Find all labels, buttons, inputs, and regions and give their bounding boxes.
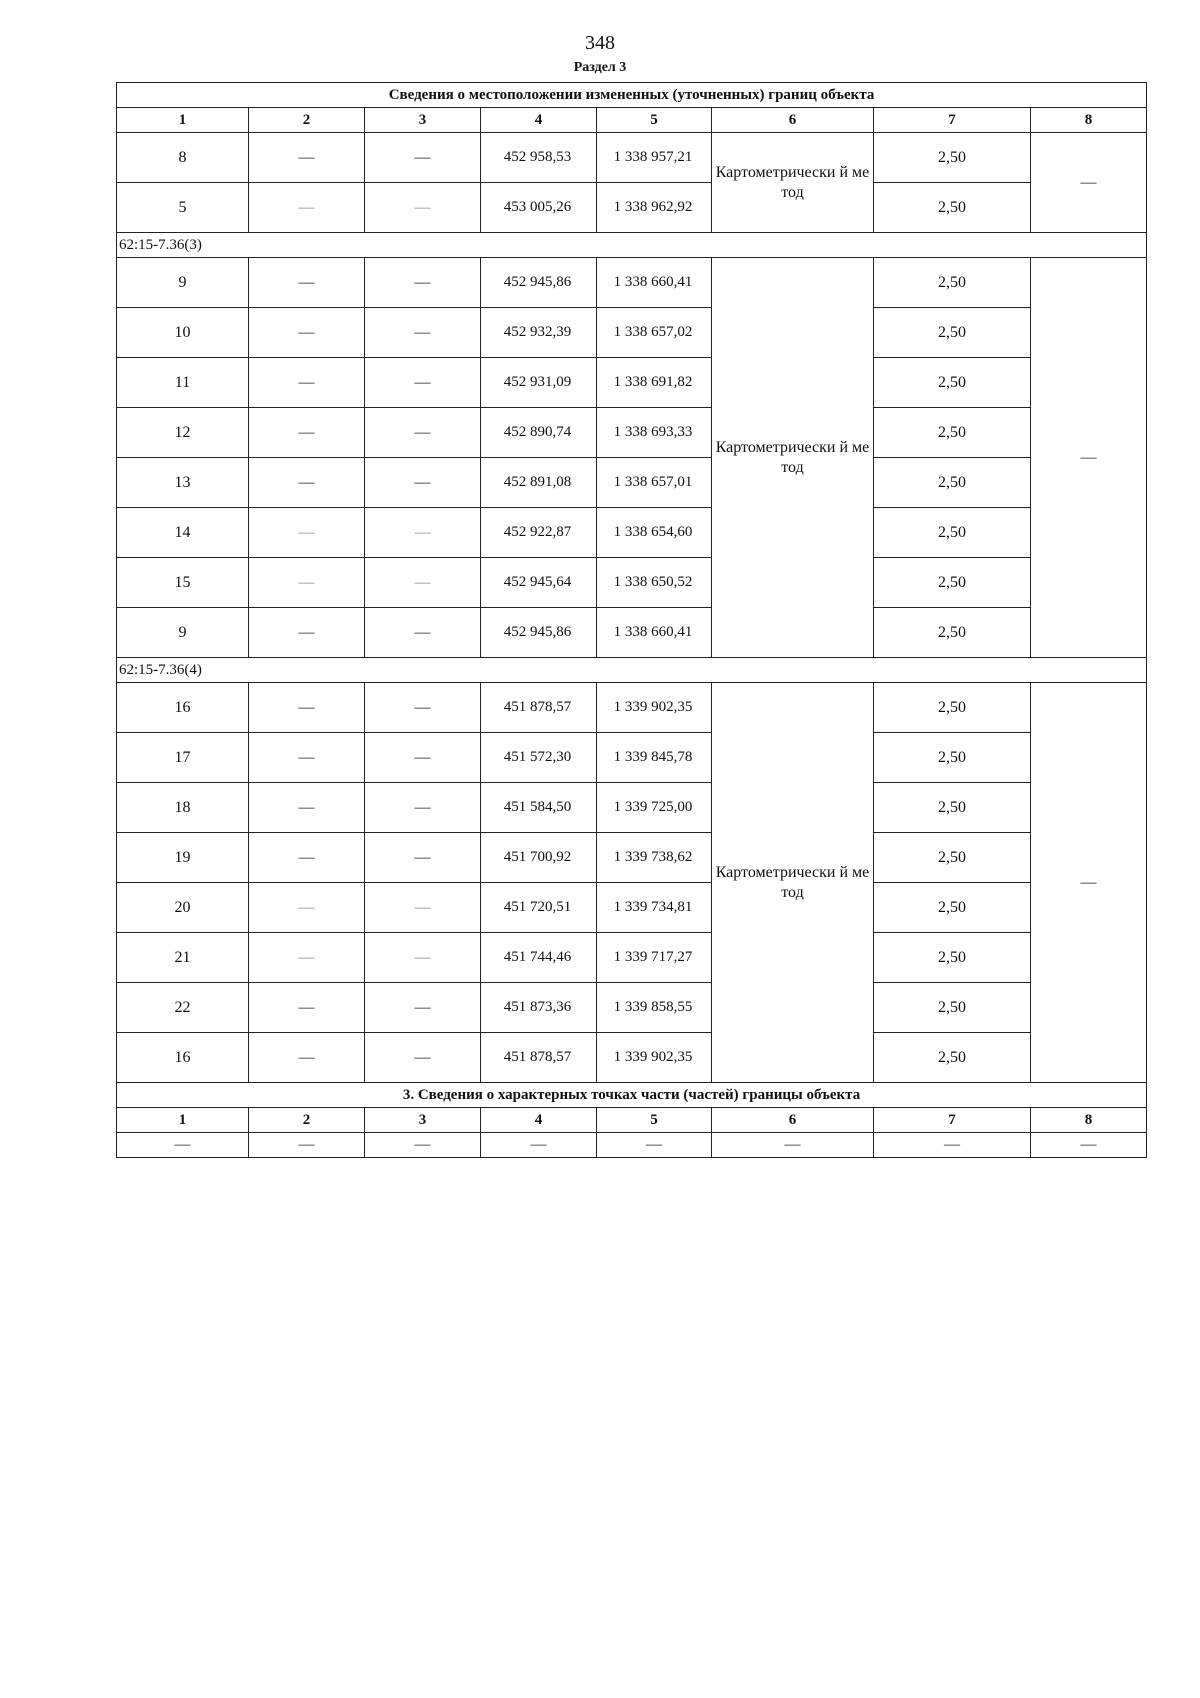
x-coordinate: 451 878,57 [481, 1033, 597, 1083]
point-number: 16 [117, 1033, 249, 1083]
boundary-table [116, 82, 1147, 1158]
y-coordinate: 1 339 717,27 [597, 933, 712, 983]
col3-value: — [365, 133, 481, 183]
column-header-5: 5 [597, 108, 712, 133]
x-coordinate: 452 891,08 [481, 458, 597, 508]
x-coordinate: 451 720,51 [481, 883, 597, 933]
point-number: 9 [117, 258, 249, 308]
group-label: 62:15-7.36(4) [117, 658, 1147, 683]
x-coordinate: 451 744,46 [481, 933, 597, 983]
table-title: Сведения о местоположении измененных (уточненных) границ объекта [117, 83, 1147, 108]
point-number: 13 [117, 458, 249, 508]
table-row [117, 783, 1147, 833]
point-number: 17 [117, 733, 249, 783]
part-value-6: — [712, 1133, 874, 1158]
table-row [117, 683, 1147, 733]
accuracy-value: 2,50 [874, 608, 1031, 658]
point-number: 16 [117, 683, 249, 733]
part-column-header-1: 1 [117, 1108, 249, 1133]
accuracy-value: 2,50 [874, 508, 1031, 558]
part-column-header-4: 4 [481, 1108, 597, 1133]
table-row [117, 933, 1147, 983]
point-number: 19 [117, 833, 249, 883]
col2-value: — [249, 458, 365, 508]
col3-value: — [365, 883, 481, 933]
accuracy-value: 2,50 [874, 458, 1031, 508]
accuracy-value: 2,50 [874, 783, 1031, 833]
part-value-1: — [117, 1133, 249, 1158]
table-row [117, 983, 1147, 1033]
part-value-2: — [249, 1133, 365, 1158]
col2-value: — [249, 933, 365, 983]
column-header-4: 4 [481, 108, 597, 133]
table-row [117, 458, 1147, 508]
group-label: 62:15-7.36(3) [117, 233, 1147, 258]
col3-value: — [365, 933, 481, 983]
x-coordinate: 452 931,09 [481, 358, 597, 408]
table-row [117, 308, 1147, 358]
col3-value: — [365, 683, 481, 733]
column-header-1: 1 [117, 108, 249, 133]
col2-value: — [249, 1033, 365, 1083]
point-number: 10 [117, 308, 249, 358]
col2-value: — [249, 133, 365, 183]
part-column-header-2: 2 [249, 1108, 365, 1133]
table-row [117, 183, 1147, 233]
col2-value: — [249, 683, 365, 733]
x-coordinate: 451 584,50 [481, 783, 597, 833]
col3-value: — [365, 1033, 481, 1083]
x-coordinate: 452 945,86 [481, 608, 597, 658]
part-value-5: — [597, 1133, 712, 1158]
y-coordinate: 1 338 660,41 [597, 258, 712, 308]
x-coordinate: 452 945,64 [481, 558, 597, 608]
point-number: 15 [117, 558, 249, 608]
col2-value: — [249, 258, 365, 308]
accuracy-value: 2,50 [874, 733, 1031, 783]
part-value-7: — [874, 1133, 1031, 1158]
y-coordinate: 1 339 858,55 [597, 983, 712, 1033]
x-coordinate: 451 700,92 [481, 833, 597, 883]
part-column-header-6: 6 [712, 1108, 874, 1133]
part-column-header-3: 3 [365, 1108, 481, 1133]
accuracy-value: 2,50 [874, 833, 1031, 883]
group-label-row [117, 233, 1147, 258]
point-number: 21 [117, 933, 249, 983]
col8-value: — [1031, 133, 1147, 233]
accuracy-value: 2,50 [874, 308, 1031, 358]
col2-value: — [249, 183, 365, 233]
table-row [117, 608, 1147, 658]
table-row [117, 258, 1147, 308]
x-coordinate: 452 890,74 [481, 408, 597, 458]
table-row [117, 358, 1147, 408]
accuracy-value: 2,50 [874, 883, 1031, 933]
part-section-title: 3. Сведения о характерных точках части (частей) границы объекта [117, 1083, 1147, 1108]
column-header-row [117, 108, 1147, 133]
point-number: 9 [117, 608, 249, 658]
table-row [117, 133, 1147, 183]
column-header-2: 2 [249, 108, 365, 133]
group-label-row [117, 658, 1147, 683]
y-coordinate: 1 338 650,52 [597, 558, 712, 608]
part-section-header-row [117, 1108, 1147, 1133]
point-number: 12 [117, 408, 249, 458]
y-coordinate: 1 338 957,21 [597, 133, 712, 183]
col2-value: — [249, 308, 365, 358]
col8-value: — [1031, 683, 1147, 1083]
part-column-header-5: 5 [597, 1108, 712, 1133]
col2-value: — [249, 733, 365, 783]
part-section-values-row [117, 1133, 1147, 1158]
accuracy-value: 2,50 [874, 683, 1031, 733]
table-row [117, 733, 1147, 783]
col3-value: — [365, 508, 481, 558]
col3-value: — [365, 733, 481, 783]
y-coordinate: 1 338 657,02 [597, 308, 712, 358]
method-cell: Картометрически й метод [712, 258, 874, 658]
table-row [117, 558, 1147, 608]
y-coordinate: 1 338 654,60 [597, 508, 712, 558]
table-row [117, 508, 1147, 558]
x-coordinate: 451 572,30 [481, 733, 597, 783]
col3-value: — [365, 458, 481, 508]
accuracy-value: 2,50 [874, 933, 1031, 983]
col2-value: — [249, 883, 365, 933]
table-row [117, 1033, 1147, 1083]
x-coordinate: 452 932,39 [481, 308, 597, 358]
point-number: 18 [117, 783, 249, 833]
col3-value: — [365, 183, 481, 233]
accuracy-value: 2,50 [874, 1033, 1031, 1083]
col2-value: — [249, 558, 365, 608]
table-row [117, 883, 1147, 933]
column-header-3: 3 [365, 108, 481, 133]
col2-value: — [249, 983, 365, 1033]
point-number: 11 [117, 358, 249, 408]
method-cell: Картометрически й метод [712, 133, 874, 233]
col2-value: — [249, 408, 365, 458]
col8-value: — [1031, 258, 1147, 658]
column-header-7: 7 [874, 108, 1031, 133]
col3-value: — [365, 308, 481, 358]
column-header-6: 6 [712, 108, 874, 133]
accuracy-value: 2,50 [874, 983, 1031, 1033]
y-coordinate: 1 339 902,35 [597, 1033, 712, 1083]
y-coordinate: 1 339 725,00 [597, 783, 712, 833]
accuracy-value: 2,50 [874, 408, 1031, 458]
x-coordinate: 452 922,87 [481, 508, 597, 558]
table-row [117, 408, 1147, 458]
y-coordinate: 1 339 902,35 [597, 683, 712, 733]
part-value-3: — [365, 1133, 481, 1158]
col3-value: — [365, 783, 481, 833]
y-coordinate: 1 338 657,01 [597, 458, 712, 508]
col3-value: — [365, 833, 481, 883]
y-coordinate: 1 339 738,62 [597, 833, 712, 883]
col2-value: — [249, 833, 365, 883]
table-body [117, 83, 1147, 1158]
column-header-8: 8 [1031, 108, 1147, 133]
part-value-4: — [481, 1133, 597, 1158]
accuracy-value: 2,50 [874, 183, 1031, 233]
page-number: 348 [585, 32, 615, 54]
part-column-header-7: 7 [874, 1108, 1031, 1133]
y-coordinate: 1 338 691,82 [597, 358, 712, 408]
accuracy-value: 2,50 [874, 133, 1031, 183]
col2-value: — [249, 608, 365, 658]
table-row [117, 833, 1147, 883]
accuracy-value: 2,50 [874, 558, 1031, 608]
part-section-title-row [117, 1083, 1147, 1108]
part-value-8: — [1031, 1133, 1147, 1158]
part-column-header-8: 8 [1031, 1108, 1147, 1133]
col3-value: — [365, 608, 481, 658]
x-coordinate: 451 878,57 [481, 683, 597, 733]
point-number: 8 [117, 133, 249, 183]
method-cell: Картометрически й метод [712, 683, 874, 1083]
y-coordinate: 1 339 734,81 [597, 883, 712, 933]
x-coordinate: 453 005,26 [481, 183, 597, 233]
point-number: 20 [117, 883, 249, 933]
point-number: 22 [117, 983, 249, 1033]
col3-value: — [365, 358, 481, 408]
accuracy-value: 2,50 [874, 358, 1031, 408]
point-number: 5 [117, 183, 249, 233]
section-title: Раздел 3 [573, 60, 627, 75]
y-coordinate: 1 338 962,92 [597, 183, 712, 233]
y-coordinate: 1 338 660,41 [597, 608, 712, 658]
point-number: 14 [117, 508, 249, 558]
accuracy-value: 2,50 [874, 258, 1031, 308]
table-title-row [117, 83, 1147, 108]
y-coordinate: 1 338 693,33 [597, 408, 712, 458]
col2-value: — [249, 508, 365, 558]
col3-value: — [365, 408, 481, 458]
col3-value: — [365, 983, 481, 1033]
col3-value: — [365, 258, 481, 308]
x-coordinate: 452 945,86 [481, 258, 597, 308]
col3-value: — [365, 558, 481, 608]
col2-value: — [249, 358, 365, 408]
x-coordinate: 451 873,36 [481, 983, 597, 1033]
y-coordinate: 1 339 845,78 [597, 733, 712, 783]
x-coordinate: 452 958,53 [481, 133, 597, 183]
col2-value: — [249, 783, 365, 833]
